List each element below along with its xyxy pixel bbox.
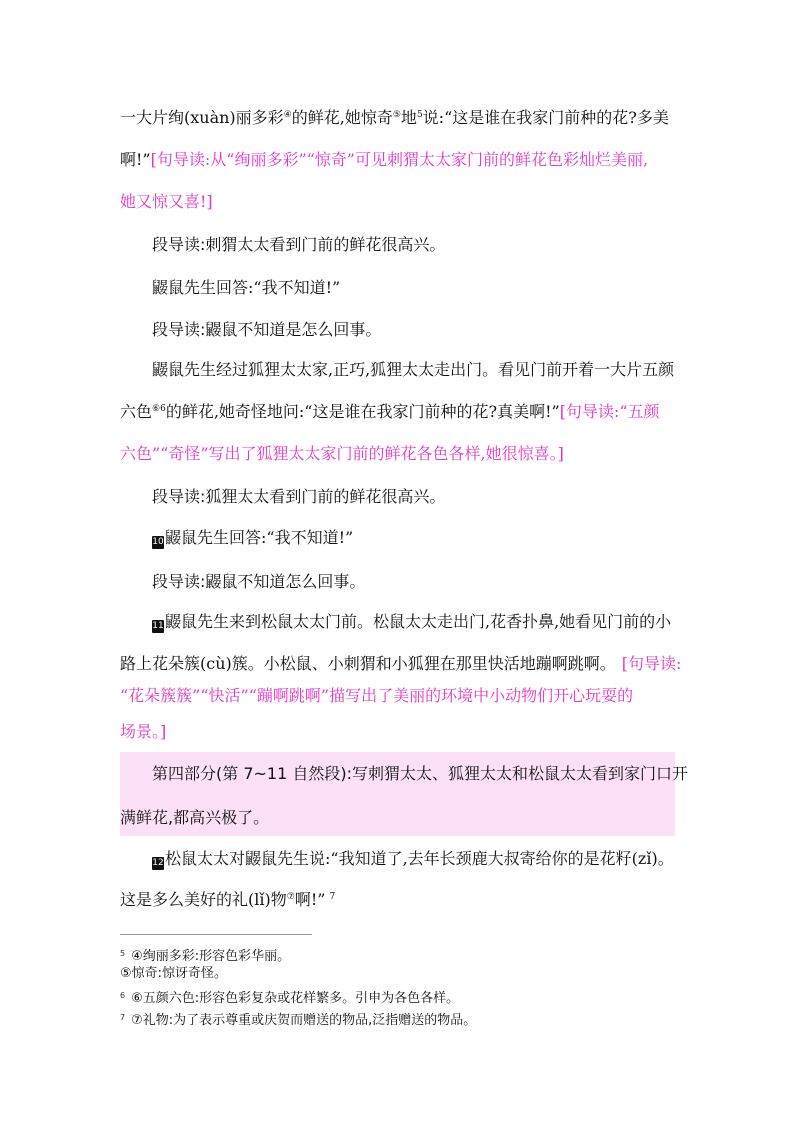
sentence-guide-note: 六色”“奇怪”写出了狐狸太太家门前的鲜花各色各样,她很惊喜。] [120,444,564,463]
body-text: 地 [400,108,417,127]
paragraph-number-badge: 10 [152,537,164,547]
footnote-number: 6 [120,991,126,1000]
sentence-guide-note: [句导读:“五颜 [559,402,660,421]
body-text: 这是多么美好的礼(lǐ)物 [120,890,287,909]
footnote-number: 5 [120,949,126,958]
annotation-marker: ④ [283,110,292,120]
paragraph-number-badge: 12 [152,858,164,868]
annotation-marker: ⑦ [286,892,295,902]
paragraph-guide: 段导读:鼹鼠不知道是怎么回事。 [152,320,382,339]
sentence-guide-note: 场景。] [120,722,167,741]
paragraph-line [120,654,681,674]
body-text: 鼹鼠先生回答:“我不知道!” [152,278,341,297]
body-text: 的鲜花,她奇怪地问:“这是谁在我家门前种的花?真美啊!” [165,402,560,421]
paragraph-guide: 段导读:狐狸太太看到门前的鲜花很高兴。 [152,487,446,506]
paragraph-line [120,890,335,910]
section-summary-line: 第四部分(第 7~11 自然段):写刺猬太太、狐狸太太和松鼠太太看到家门口开 [152,764,688,783]
body-text: 鼹鼠先生回答:“我不知道!” [165,528,354,547]
paragraph-line [120,402,660,422]
paragraph-line [152,612,671,633]
body-text: 鼹鼠先生来到松鼠太太门前。松鼠太太走出门,花香扑鼻,她看见门前的小 [165,612,672,631]
sentence-guide-note: [句导读:从“绚丽多彩”“惊奇”可见刺猬太太家门前的鲜花色彩灿烂美丽, [150,150,649,169]
sentence-guide-note: “花朵簇簇”“快活”“蹦啊跳啊”描写出了美丽的环境中小动物们开心玩耍的 [120,686,634,705]
body-text: 松鼠太太对鼹鼠先生说:“我知道了,去年长颈鹿大叔寄给你的是花籽(zǐ)。 [165,849,674,868]
footnote-number: 7 [120,1013,126,1022]
annotation-marker: ⑤ [392,110,401,120]
footnote-ref: 5 [416,110,423,120]
annotation-marker: ⑥ [152,404,161,414]
footnote-divider [120,934,312,935]
body-text: 鼹鼠先生经过狐狸太太家,正巧,狐狸太太走出门。看见门前开着一大片五颜 [152,360,675,379]
footnote [120,946,290,965]
sentence-guide-note: [句导读: [621,654,682,673]
body-text: 说:“这是谁在我家门前种的花?多美 [422,108,669,127]
footnote [120,988,459,1007]
body-text: 啊!” [120,150,151,169]
body-text: 啊!” [294,890,326,909]
footnote-ref: 6 [160,404,166,414]
footnote [120,1010,476,1029]
paragraph-guide: 段导读:刺猬太太看到门前的鲜花很高兴。 [152,235,446,254]
footnote-text: ⑦礼物:为了表示尊重或庆贺而赠送的物品,泛指赠送的物品。 [131,1013,477,1028]
paragraph-line [120,108,669,128]
body-text: 六色 [120,402,153,421]
footnote-ref: 7 [329,892,336,902]
paragraph-number-badge: 11 [152,621,164,631]
body-text: 的鲜花,她惊奇 [291,108,393,127]
paragraph-line [120,150,648,170]
sentence-guide-note: 她又惊又喜!] [120,192,213,211]
paragraph-line [152,849,674,870]
section-summary-line: 满鲜花,都高兴极了。 [120,808,270,827]
section-summary-box [120,752,688,836]
footnote-text: ⑥五颜六色:形容色彩复杂或花样繁多。引申为各色各样。 [131,991,460,1006]
footnote-text: ④绚丽多彩:形容色彩华丽。 [131,949,291,964]
paragraph-line [152,528,353,549]
footnote-text: ⑤惊奇:惊讶奇怪。 [120,966,228,981]
body-text: 路上花朵簇(cù)簇。小松鼠、小刺猬和小狐狸在那里快活地蹦啊跳啊。 [120,654,616,673]
body-text: 一大片绚(xuàn)丽多彩 [120,108,284,127]
paragraph-guide: 段导读:鼹鼠不知道怎么回事。 [152,572,366,591]
